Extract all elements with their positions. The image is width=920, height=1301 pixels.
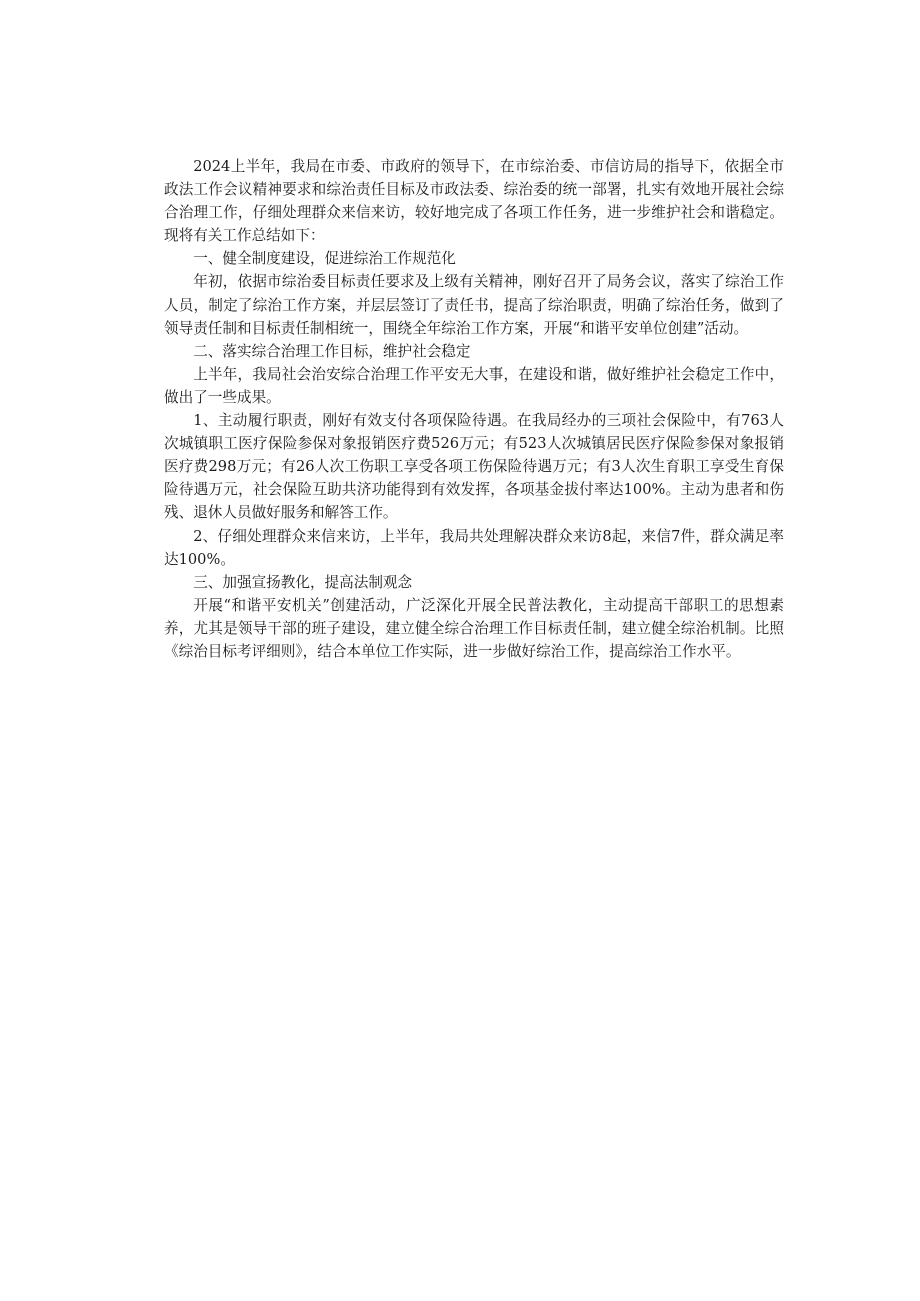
section-3-paragraph: 开展“和谐平安机关”创建活动，广泛深化开展全民普法教化，主动提高干部职工的思想素养，尤其是领导干部的班子建设，建立健全综合治理工作目标责任制，建立健全综治机制。比照《综治目标考评细则》，结合本单位工作实际，进一步做好综治工作，提高综治工作水平。 (164, 596, 784, 660)
section-heading-3: 三、加强宣扬教化，提高法制观念 (193, 573, 413, 591)
document-body (164, 155, 784, 663)
section-2-paragraph: 上半年，我局社会治安综合治理工作平安无大事，在建设和谐，做好维护社会稳定工作中，做出了一些成果。 (164, 365, 784, 406)
section-2-item-2: 2、仔细处理群众来信来访，上半年，我局共处理解决群众来访8起，来信7件，群众满足率达100%。 (164, 527, 784, 568)
intro-paragraph: 2024上半年，我局在市委、市政府的领导下，在市综治委、市信访局的指导下，依据全市政法工作会议精神要求和综治责任目标及市政法委、综治委的统一部署，扎实有效地开展社会综合治理工作，仔细处理群众来信来访，较好地完成了各项工作任务，进一步维护社会和谐稳定。现将有关工作总结如下： (164, 158, 784, 245)
section-2-item-1: 1、主动履行职责，刚好有效支付各项保险待遇。在我局经办的三项社会保险中，有763人次城镇职工医疗保险参保对象报销医疗费526万元；有523人次城镇居民医疗保险参保对象报销医疗费298万元；有26人次工伤职工享受各项工伤保险待遇万元；有3人次生育职工享受生育保险待遇万元，社会保险互助共济功能得到有效发挥，各项基金拔付率达100%。主动为患者和伤残、退休人员做好服务和解答工作。 (164, 412, 784, 522)
section-heading-2: 二、落实综合治理工作目标，维护社会稳定 (193, 342, 471, 360)
section-heading-1: 一、健全制度建设，促进综治工作规范化 (193, 250, 456, 268)
section-1-paragraph: 年初，依据市综治委目标责任要求及上级有关精神，刚好召开了局务会议，落实了综治工作人员，制定了综治工作方案，并层层签订了责任书，提高了综治职责，明确了综治任务，做到了领导责任制和目标责任制相统一，围绕全年综治工作方案，开展“和谐平安单位创建”活动。 (164, 273, 784, 337)
